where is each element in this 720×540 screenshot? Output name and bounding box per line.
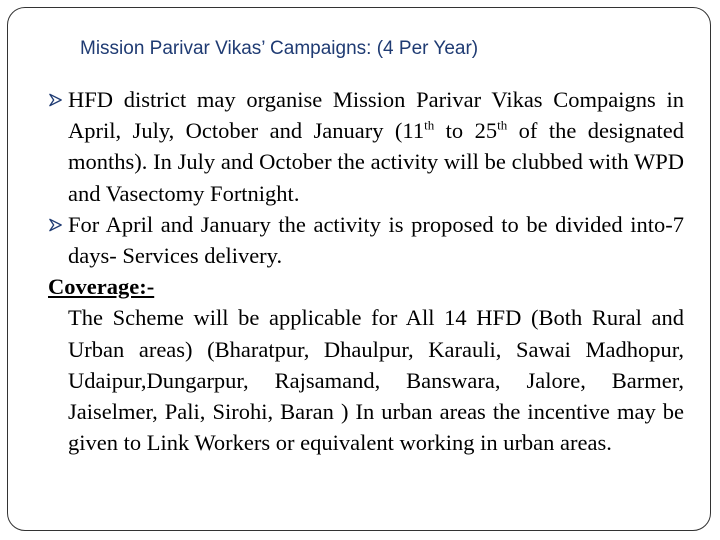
superscript: th <box>424 117 435 133</box>
bullet-text: to 25 <box>434 118 498 144</box>
bullet-text: For April and January the activity is proposed to be divided into-7 days- Services delivery. <box>68 211 684 269</box>
slide-title: Mission Parivar Vikas’ Campaigns: (4 Per Year) <box>80 38 479 59</box>
bullet-text: of the designated months). In July and October the activity will be clubbed with WPD and Vasectomy Fortnight. <box>68 118 684 206</box>
bullet-text: HFD district may organise Mission Parivar Vikas Compaigns in April, July, October and January (11 <box>68 87 684 144</box>
bullet-item-campaigns <box>48 84 684 209</box>
coverage-heading: Coverage:- <box>48 274 155 300</box>
bullet-arrow-icon <box>48 92 65 108</box>
bullet-item-april-january <box>48 209 684 271</box>
slide-content <box>48 84 684 458</box>
coverage-paragraph: The Scheme will be applicable for All 14 HFD (Both Rural and Urban areas) (Bharatpur, Dhaulpur, Karauli, Sawai Madhopur, Udaipur,Dungarpur, Rajsamand, Banswara, Jalore, Barmer, Jaiselmer, Pali, Sirohi, Baran ) In urban areas the incentive may be given to Link Workers or equivalent working in urban areas. <box>68 305 684 456</box>
bullet-arrow-icon <box>48 217 65 233</box>
superscript: th <box>497 117 508 133</box>
